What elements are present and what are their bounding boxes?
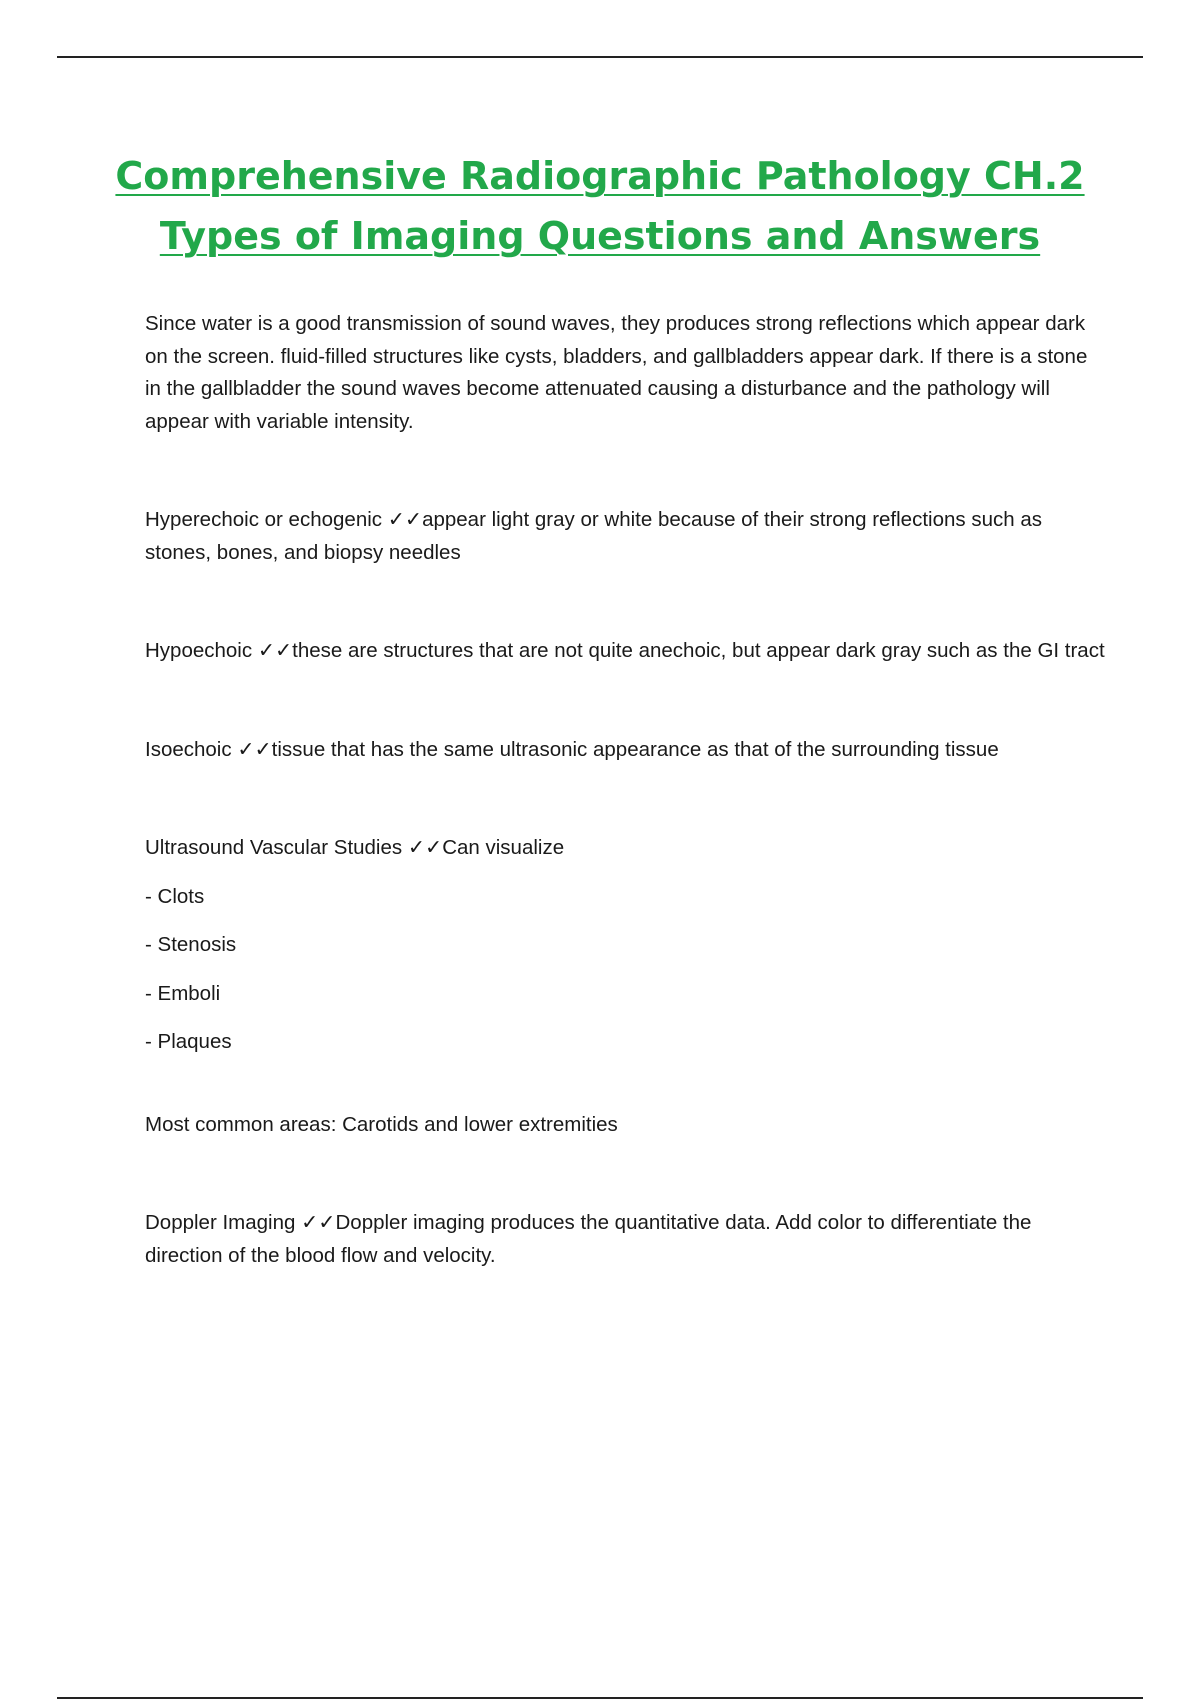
qa-answer: these are structures that are not quite anechoic, but appear dark gray such as the GI tract bbox=[292, 639, 1105, 662]
qa-term: Ultrasound Vascular Studies bbox=[145, 836, 408, 859]
qa-item-vascular-studies bbox=[145, 831, 1105, 865]
qa-answer: tissue that has the same ultrasonic appearance as that of the surrounding tissue bbox=[271, 737, 999, 761]
document-body bbox=[145, 308, 1105, 1272]
vascular-note: Most common areas: Carotids and lower extremities bbox=[145, 1112, 618, 1136]
qa-item-isoechoic bbox=[145, 733, 1105, 767]
header-rule bbox=[57, 56, 1143, 58]
title-line-1: Comprehensive Radiographic Pathology CH.2 bbox=[115, 154, 1085, 198]
list-item: - Emboli bbox=[145, 981, 221, 1005]
qa-answer: Can visualize bbox=[442, 836, 565, 859]
list-item: - Stenosis bbox=[145, 933, 237, 956]
qa-item-hyperechoic bbox=[145, 503, 1105, 569]
double-check-icon: ✓✓ bbox=[237, 736, 272, 761]
intro-paragraph: Since water is a good transmission of sound waves, they produces strong reflections which appear dark on the screen. fluid-filled structures like cysts, bladders, and gallbladders appear dark. If there is a stone in the gallbladder the sound waves become attenuated causing a disturbance and the pathology will appear with variable intensity. bbox=[145, 312, 1088, 433]
double-check-icon: ✓✓ bbox=[301, 1210, 336, 1234]
qa-answer: appear light gray or white because of their strong reflections such as stones, bones, and biopsy needles bbox=[145, 508, 1042, 564]
document-title bbox=[100, 146, 1100, 266]
double-check-icon: ✓✓ bbox=[257, 638, 293, 662]
double-check-icon: ✓✓ bbox=[407, 835, 443, 859]
qa-term: Isoechoic bbox=[145, 737, 238, 761]
qa-item-hypoechoic bbox=[145, 634, 1105, 668]
qa-item-doppler bbox=[145, 1206, 1105, 1272]
qa-term: Hypoechoic bbox=[145, 639, 258, 662]
qa-term: Hyperechoic or echogenic bbox=[145, 508, 388, 531]
title-line-2: Types of Imaging Questions and Answers bbox=[159, 214, 1041, 258]
qa-answer: Doppler imaging produces the quantitative data. Add color to differentiate the direction of the blood flow and velocity. bbox=[145, 1211, 1032, 1267]
qa-term: Doppler Imaging bbox=[145, 1211, 302, 1234]
list-item: - Clots bbox=[145, 884, 205, 908]
double-check-icon: ✓✓ bbox=[387, 507, 423, 531]
list-item: - Plaques bbox=[145, 1030, 232, 1053]
footer-rule bbox=[57, 1697, 1143, 1699]
